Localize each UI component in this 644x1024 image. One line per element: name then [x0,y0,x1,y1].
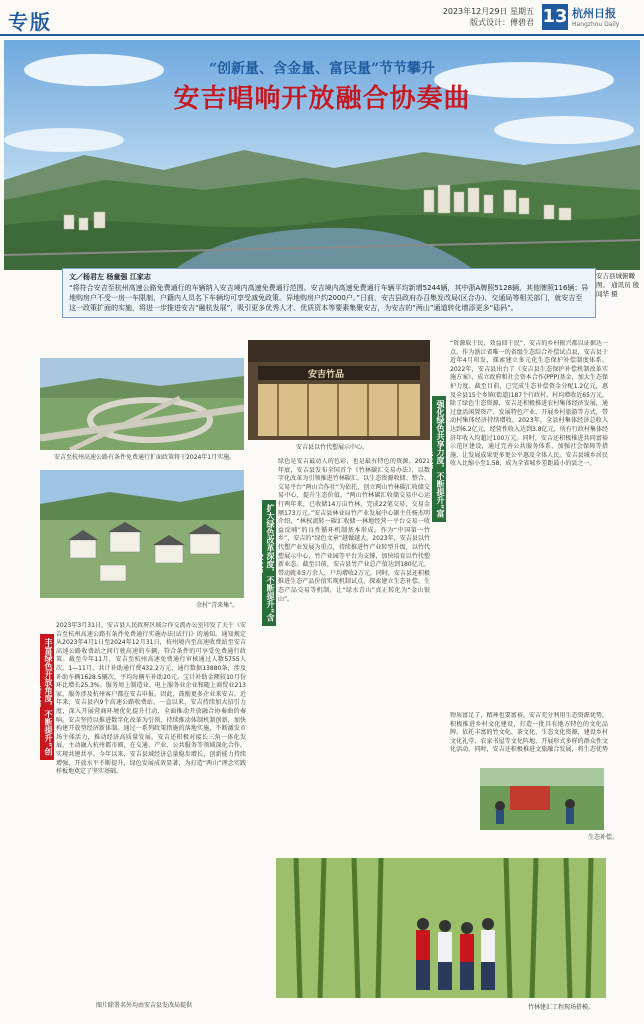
date-block [443,6,534,28]
subtitle: “创新量、含金量、富民量”节节攀升 [208,61,436,77]
page-number: 13 [542,4,568,30]
highway-image [40,358,244,450]
intro-text: “将符合安吉至杭州高速公路免费通行的车辆纳入安吉境内高速免费通行范围。安吉境内高速免费通行车辆平均新增5244辆，其中浙A牌照5128辆，其他牌照116辆；异地购房户不受一房一车限制，户籍内人员名下车辆均可享受减免政策。异地购房户约2000户。”日前，安吉县政府办召集发改局(区合办)、交通局等相关部门，就安吉至 [69,284,589,302]
caption-storefront: 安吉县以竹代塑展示中心。 [296,444,369,451]
bamboo-image [276,858,606,998]
intro-box [62,268,596,318]
eco-compensation-photo [480,768,604,830]
section-head-right: 强化绿色共享力度，不断提升“富民量” [432,396,446,522]
paper-en: Hangzhou Daily [572,21,620,28]
caption-village: 余村“青来集”。 [196,602,239,609]
hero-credit: 安吉县城俯瞰图。 通讯员 殷闻华 摄 [596,272,640,298]
editor-line: 版式设计：傅碧君 [470,18,534,27]
eco-compensation-image [480,768,604,830]
storefront-sign: 安吉竹品 [308,370,345,380]
caption-eco: 生态补偿。 [588,834,619,841]
caption-bamboo: 竹林建汇工程现场搭模。 [528,1004,595,1011]
highway-photo [40,358,244,450]
paper-logo [572,5,638,27]
main-title: 安吉唱响开放融合协奏曲 [173,84,471,114]
village-image [40,470,244,598]
section-label: 专版 [8,10,52,34]
left-column-text: 2023年3月31日，安吉县人民政府区域合作交流办公室印发了关于《安吉至杭州高速公路有条件免费通行实施办法(试行)》的通知。通知规定从2023年4月1日至2024年12月31日，杭州境内至高速收费站至安吉高速公路收费站之间行驶高速的车辆，符合条件的可享受免费通行政策。截至今年11月，安吉至杭州高速免费通行审核通过人数5755人次。1—11月，共计补助通行费432.2万元，通行数据13880条，涉及补助车辆1628.5辆次，平均每辆车补助20元。宝计补助金额较10月份环比增长25.3%。服务周上制造业、电上服务业企业和随上商贸业213家，服务涉及杭州客户都在安吉申报。因此，鼓励更多企业来安吉。近年来，安吉县内9个高速公路收费站。一直以来，安吉持续加大招引力度，深入开展营商环境优化提升行动，全面推动开放融合协奏曲的奏响。安吉坚持以推进数字化改革为引领，持续推动体制机制创新，加快构建开放型经济新体制。通过一系列政策措施的落地实施，不断激发市场主体活力，推动经济高质量发展。安吉还积极对接长三角一体化发展，主动融入杭州都市圈，在交通、产业、公共服务等领域深化合作，实现共建共享。今年以来，安吉县域经济总量稳步增长，创新能力持续增强，开放水平不断提升，绿色发展成效显著，为打造“两山”理念实践样板地奠定了坚实基础。 [56,622,246,776]
right-column-text-2: 物质富足了，精神也要富裕。安吉充分利用生态资源优势，积极推进乡村文化建设，打造一批具有地方特色的文化品牌。依托丰富的竹文化、茶文化、生态文化资源，建设乡村文化礼堂、农家书屋等文化阵地，开展形式多样的群众性文化活动。同时，安吉还积极推进文旅融合发展，将生态优势 [450,712,608,754]
intro-text-2: 这一政策扩面的实施，将进一步推进安吉“融杭发展”，吸引更多优秀人才、优质资本等要素集聚安吉，为安吉的“两山”通道转化增添更多“砝码”。 [69,304,518,312]
date-line: 2023年12月29日 星期五 [442,7,534,16]
byline: 文／杨君左 杨童强 江家志 [69,273,151,281]
right-column-text: “资源取于民、效益回于民”，安吉的乡村振兴都以证据达一点。作为浙江省唯一的省级生态综合补偿试点县，安吉县于近年4月印发，探索建立多元化生态保护补偿制度体系。2022年，安吉县出台了《安吉县生态保护补偿机制改革实施方案》，成立政府和社会资本合作(PPP)基金，加大生态保护力度。截至目前，已完成生态补偿资金分配1.2亿元，惠及全县15个乡镇(街道)187个行政村，村均增收近65万元。除了绿色生态资源，安吉还积极推进农村集体经济发展，通过盘活闲置资产、发展特色产业、开展乡村旅游等方式，带动村集体经济持续增收。2023年，全县村集体经济总收入达到6.2亿元，经营性收入达到3.8亿元，所有行政村集体经济年收入均超过100万元。同时，安吉还积极推进共同富裕示范区建设，通过完善公共服务体系、加强社会保障等措施，让发展成果更多更公平惠及全体人民。安吉县城乡居民收入比缩小至1.58，成为全省城乡差距最小的县之一。 [450,340,608,468]
bamboo-photo [276,858,606,998]
photo-credit-note: 图片除署名外均由安吉县发改局提供 [96,1002,193,1009]
section-head-mid: 扩大绿色改革深度，不断提升“含金量” [262,500,276,626]
middle-column-text: 绿色是安吉最动人的色彩，也是最有特色的资源。2021年底，安吉县发布全国首个《竹林碳汇交易办法》，以数字化改革为引领推进竹林碳汇，以生态资源收储、整合、交易平台“两山合作社”为依托，创立两山竹林碳汇收储交易中心，提升生态价值。“两山竹林碳汇收储交易中心运行两年来，已收储14万亩竹林，完成22笔交易，交易金额173万元。”安吉县林业局竹产业发展中心副主任杨杰明介绍，“林权流转一碳汇收储一林地经营一平台交易一收益反哺”的良性循环机制基本形成。作为“中国第一竹乡”，安吉的“绿色文章”越做越大。2023年，安吉县以竹代塑产业发展为重点，持续推进竹产业转型升级，以竹代塑展示中心、竹产业园等平台为支撑，加快培育以竹代塑新业态。截至目前，安吉县竹产业总产值达到180亿元，带动就业5万余人，户均增收2万元。同时，安吉县还积极推进生态产品价值实现机制试点，探索建立生态补偿、生态产品交易等机制，让“绿水青山”真正转化为“金山银山”。 [278,458,430,603]
storefront-image [248,340,430,440]
paper-name: 杭州日报 [572,7,616,20]
section-head-left: 丰富绿色开放角度，不断提升“创新量” [40,634,54,760]
storefront-photo [248,340,430,440]
caption-highway: 安吉至杭州高速公路有条件免费通行扩面政策将于2024年1月实施。 [54,454,236,461]
village-photo [40,470,244,598]
